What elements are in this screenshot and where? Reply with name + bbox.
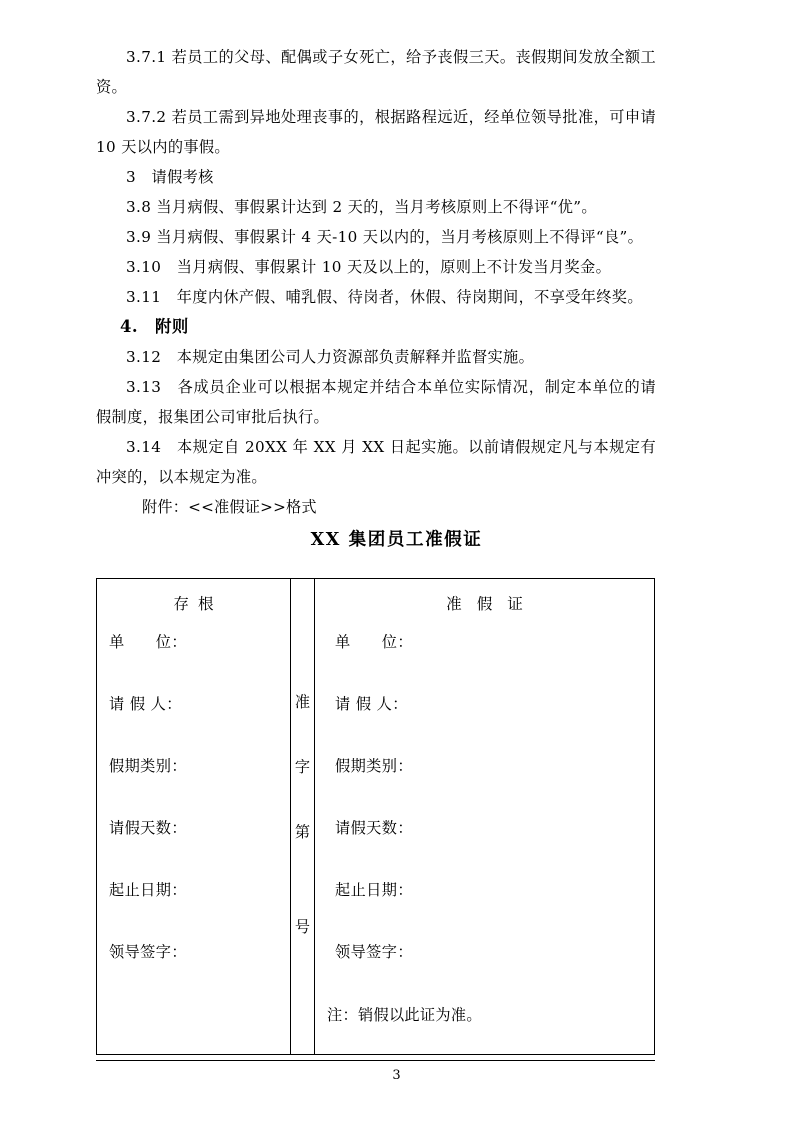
paragraph-3-12: 3.12 本规定由集团公司人力资源部负责解释并监督实施。 — [126, 348, 535, 366]
serial-char-hao: 号 — [294, 918, 311, 936]
stub-field-date-range: 起止日期： — [109, 881, 187, 899]
stub-field-applicant: 请 假 人： — [109, 695, 182, 713]
paragraph-3-7-2: 3.7.2 若员工需到异地处理丧事的，根据路程远近，经单位领导批准，可申请 10 天以内的事假。 — [96, 108, 662, 156]
paragraph-3-7-1: 3.7.1 若员工的父母、配偶或子女死亡，给予丧假三天。丧假期间发放全额工资。 — [96, 48, 656, 96]
certificate-stub-column — [97, 579, 290, 1054]
permit-field-leave-days: 请假天数： — [335, 819, 413, 837]
permit-field-signature: 领导签字： — [335, 943, 413, 961]
permit-field-applicant: 请 假 人： — [335, 695, 408, 713]
serial-char-zi: 字 — [294, 758, 311, 776]
stub-field-unit: 单 位： — [109, 633, 187, 651]
paragraph-3-8: 3.8 当月病假、事假累计达到 2 天的，当月考核原则上不得评“优”。 — [126, 198, 597, 216]
paragraph-3-11: 3.11 年度内休产假、哺乳假、待岗者，休假、待岗期间，不享受年终奖。 — [126, 288, 643, 306]
paragraph-3-section: 3 请假考核 — [126, 168, 214, 186]
permit-field-leave-type: 假期类别： — [335, 757, 413, 775]
attachment-line: 附件：<<准假证>>格式 — [142, 498, 317, 516]
footer-divider — [96, 1060, 655, 1061]
certificate-serial-column — [290, 579, 315, 1054]
permit-column-header: 准假证 — [446, 595, 538, 613]
serial-char-zhun: 准 — [294, 693, 311, 711]
stub-field-leave-days: 请假天数： — [109, 819, 187, 837]
serial-char-di: 第 — [294, 823, 311, 841]
permit-field-unit: 单 位： — [335, 633, 413, 651]
body-text-block — [96, 42, 662, 522]
certificate-title: XX 集团员工准假证 — [310, 530, 483, 550]
permit-note: 注：销假以此证为准。 — [327, 1006, 482, 1024]
permit-field-date-range: 起止日期： — [335, 881, 413, 899]
stub-field-leave-type: 假期类别： — [109, 757, 187, 775]
paragraph-3-10: 3.10 当月病假、事假累计 10 天及以上的，原则上不计发当月奖金。 — [126, 258, 612, 276]
page-number: 3 — [392, 1068, 401, 1083]
leave-certificate-table — [96, 578, 655, 1055]
stub-field-signature: 领导签字： — [109, 943, 187, 961]
certificate-permit-column — [315, 579, 654, 1054]
paragraph-3-14: 3.14 本规定自 20XX 年 XX 月 XX 日起实施。以前请假规定凡与本规定有冲突的，以本规定为准。 — [96, 438, 656, 486]
paragraph-3-13: 3.13 各成员企业可以根据本规定并结合本单位实际情况，制定本单位的请假制度，报集团公司审批后执行。 — [96, 378, 656, 426]
stub-column-header: 存根 — [173, 595, 223, 613]
paragraph-3-9: 3.9 当月病假、事假累计 4 天-10 天以内的，当月考核原则上不得评“良”。 — [126, 228, 644, 246]
heading-4-appendix: 4. 附则 — [120, 317, 189, 336]
